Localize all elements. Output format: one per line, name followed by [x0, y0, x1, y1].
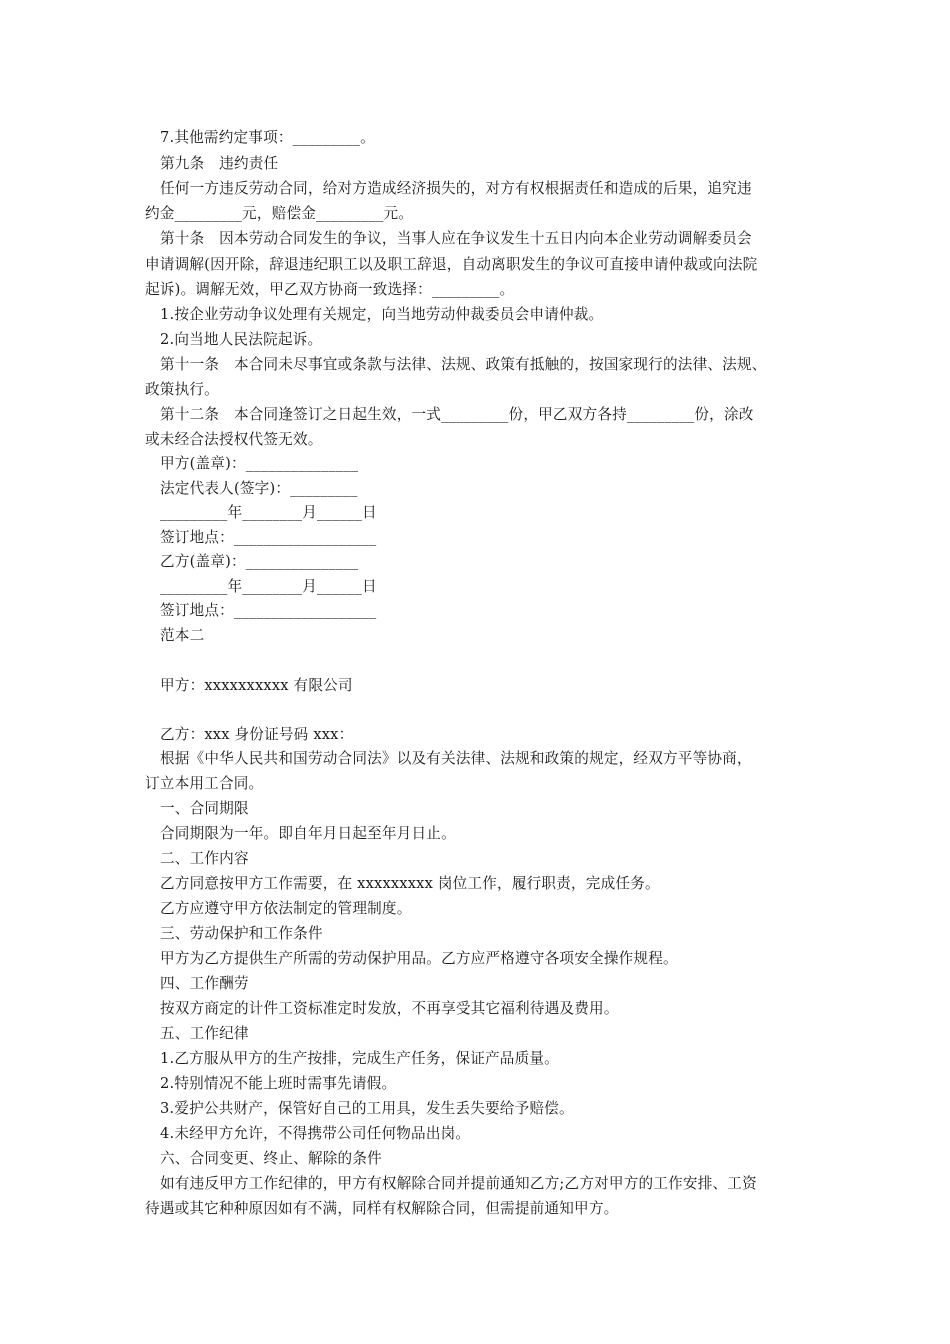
document-line: 合同期限为一年。即自年月日起至年月日止。	[160, 825, 456, 842]
document-line: 订立本用工合同。	[145, 775, 264, 792]
document-line: 7.其他需约定事项：_________。	[160, 129, 375, 146]
document-line: 范本二	[160, 627, 205, 644]
document-line: 政策执行。	[145, 381, 219, 398]
document-line: 第九条 违约责任	[160, 155, 279, 172]
document-line: 3.爱护公共财产，保管好自己的工用具，发生丢失要给予赔偿。	[160, 1100, 574, 1117]
document-line: 四、工作酬劳	[160, 975, 249, 992]
document-line: 2.特别情况不能上班时需事先请假。	[160, 1075, 397, 1092]
document-line: 按双方商定的计件工资标准定时发放，不再享受其它福利待遇及费用。	[160, 1000, 619, 1017]
document-line: 待遇或其它种种原因如有不满，同样有权解除合同，但需提前通知甲方。	[145, 1200, 619, 1217]
document-line: 乙方(盖章)：_______________	[160, 553, 359, 570]
document-line: 第十二条 本合同逢签订之日起生效，一式_________份，甲乙双方各持_________份，涂改	[160, 406, 754, 423]
document-line: 任何一方违反劳动合同，给对方造成经济损失的，对方有权根据责任和造成的后果，追究违	[160, 180, 752, 197]
document-line: 六、合同变更、终止、解除的条件	[160, 1150, 382, 1167]
document-line: 一、合同期限	[160, 800, 249, 817]
document-line: 申请调解(因开除，辞退违纪职工以及职工辞退，自动离职发生的争议可直接申请仲裁或向法院	[145, 256, 758, 273]
document-line: 约金_________元，赔偿金_________元。	[145, 205, 414, 222]
document-line: 2.向当地人民法院起诉。	[160, 331, 323, 348]
document-line: 4.未经甲方允许，不得携带公司任何物品出岗。	[160, 1125, 471, 1142]
document-line: 根据《中华人民共和国劳动合同法》以及有关法律、法规和政策的规定，经双方平等协商，	[160, 750, 752, 767]
document-line: 如有违反甲方工作纪律的，甲方有权解除合同并提前通知乙方;乙方对甲方的工作安排、工资	[160, 1175, 757, 1192]
document-line: 三、劳动保护和工作条件	[160, 925, 323, 942]
document-line: 签订地点：___________________	[160, 529, 377, 546]
document-line: 乙方同意按甲方工作需要，在 xxxxxxxxx 岗位工作，履行职责，完成任务。	[160, 875, 660, 892]
document-line: 签订地点：___________________	[160, 602, 377, 619]
document-line: 1.按企业劳动争议处理有关规定，向当地劳动仲裁委员会申请仲裁。	[160, 306, 604, 323]
document-line: 第十条 因本劳动合同发生的争议，当事人应在争议发生十五日内向本企业劳动调解委员会	[160, 230, 752, 247]
document-line: 乙方应遵守甲方依法制定的管理制度。	[160, 900, 412, 917]
document-line: 或未经合法授权代签无效。	[145, 431, 323, 448]
document-line: 五、工作纪律	[160, 1025, 249, 1042]
document-line: 甲方：xxxxxxxxxx 有限公司	[160, 677, 353, 694]
document-line: _________年________月______日	[160, 504, 377, 521]
document-line: 第十一条 本合同未尽事宜或条款与法律、法规、政策有抵触的，按国家现行的法律、法规、	[160, 356, 767, 373]
document-line: 甲方为乙方提供生产所需的劳动保护用品。乙方应严格遵守各项安全操作规程。	[160, 950, 678, 967]
document-line: 甲方(盖章)：_______________	[160, 455, 359, 472]
document-line: 法定代表人(签字)：_________	[160, 480, 358, 497]
document-line: 二、工作内容	[160, 850, 249, 867]
document-line: 乙方：xxx 身份证号码 xxx：	[160, 726, 354, 743]
document-line: 1.乙方服从甲方的生产按排，完成生产任务，保证产品质量。	[160, 1050, 559, 1067]
document-line: 起诉)。调解无效，甲乙双方协商一致选择：_________。	[145, 281, 515, 298]
document-line: _________年________月______日	[160, 578, 377, 595]
